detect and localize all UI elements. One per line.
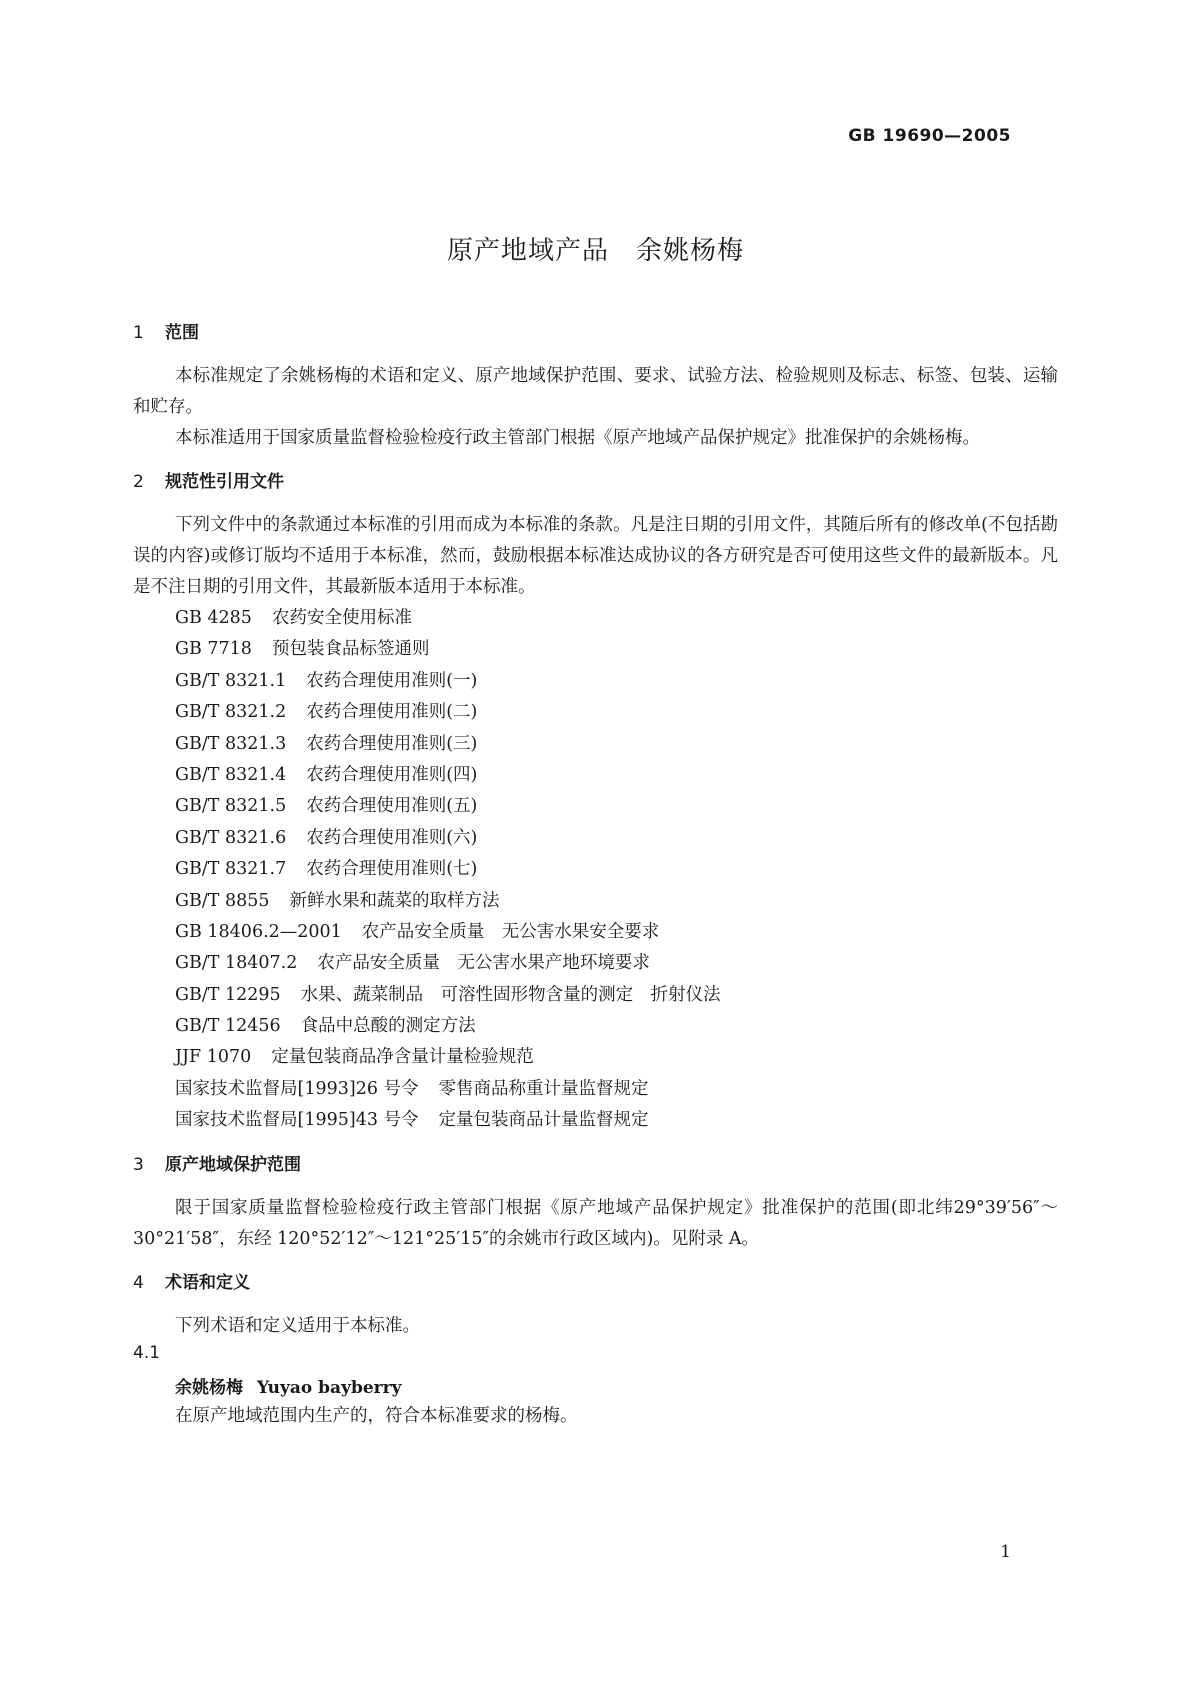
section-1-paragraph-1: 本标准规定了余姚杨梅的术语和定义、原产地域保护范围、要求、试验方法、检验规则及标志、标签、包装、运输和贮存。 — [133, 366, 1058, 417]
reference-code: GB/T 8321.7 — [175, 859, 287, 880]
section-4-heading — [133, 1272, 1058, 1294]
reference-title: 农产品安全质量 无公害水果产地环境要求 — [317, 953, 650, 974]
reference-title: 农药合理使用准则(一) — [306, 670, 478, 691]
reference-title: 农药安全使用标准 — [271, 608, 412, 628]
term-name-cn: 余姚杨梅 — [175, 1377, 243, 1398]
section-number: 2 — [133, 472, 144, 492]
reference-code: GB/T 8321.4 — [175, 764, 287, 785]
reference-item — [175, 603, 1058, 634]
reference-code: GB/T 8321.1 — [175, 670, 287, 691]
reference-code: GB/T 8855 — [175, 890, 270, 911]
reference-item — [175, 917, 1058, 948]
section-number: 3 — [133, 1154, 144, 1175]
reference-item — [175, 729, 1058, 760]
section-4-paragraph: 下列术语和定义适用于本标准。 — [175, 1315, 420, 1336]
reference-list — [133, 603, 1058, 1137]
reference-code: GB/T 8321.3 — [175, 733, 287, 754]
reference-title: 水果、蔬菜制品 可溶性固形物含量的测定 折射仪法 — [300, 984, 721, 1005]
section-title: 范围 — [165, 323, 199, 343]
standard-number: GB 19690—2005 — [848, 126, 1011, 146]
reference-item — [175, 634, 1058, 665]
reference-title: 定量包装商品净含量计量检验规范 — [271, 1047, 534, 1068]
reference-item — [175, 1105, 1058, 1136]
document-title: 原产地域产品 余姚杨梅 — [446, 236, 744, 266]
section-2-paragraph: 下列文件中的条款通过本标准的引用而成为本标准的条款。凡是注日期的引用文件，其随后所有的修改单(不包括勘误的内容)或修订版均不适用于本标准，然而，鼓励根据本标准达成协议的各方研究是否可使用这些文件的最新版本。凡是不注日期的引用文件，其最新版本适用于本标准。 — [133, 515, 1058, 597]
section-2-heading — [133, 471, 1058, 493]
reference-item — [175, 980, 1058, 1011]
reference-code: GB/T 8321.2 — [175, 702, 287, 723]
reference-code: GB/T 18407.2 — [175, 953, 298, 974]
reference-title: 农药合理使用准则(三) — [306, 733, 478, 754]
reference-code: GB/T 8321.5 — [175, 796, 287, 817]
section-1-heading — [133, 322, 1058, 344]
reference-title: 农产品安全质量 无公害水果安全要求 — [361, 921, 660, 942]
section-number: 1 — [133, 323, 144, 343]
reference-item — [175, 1011, 1058, 1042]
term-name — [133, 1375, 1058, 1401]
reference-title: 农药合理使用准则(二) — [306, 702, 478, 723]
reference-title: 农药合理使用准则(六) — [306, 827, 478, 848]
reference-title: 零售商品称重计量监督规定 — [438, 1078, 649, 1099]
reference-code: GB 4285 — [175, 608, 252, 628]
reference-code: GB/T 8321.6 — [175, 827, 287, 848]
reference-item — [175, 823, 1058, 854]
reference-title: 预包装食品标签通则 — [271, 639, 430, 660]
reference-code: 国家技术监督局[1993]26 号令 — [175, 1078, 419, 1099]
reference-title: 新鲜水果和蔬菜的取样方法 — [289, 890, 500, 911]
term-number: 4.1 — [133, 1342, 161, 1363]
reference-item — [175, 1074, 1058, 1105]
reference-title: 农药合理使用准则(四) — [306, 764, 478, 785]
reference-item — [175, 697, 1058, 728]
reference-item — [175, 886, 1058, 917]
page-number: 1 — [1000, 1542, 1011, 1562]
reference-code: 国家技术监督局[1995]43 号令 — [175, 1110, 419, 1131]
document-body — [133, 322, 1058, 1431]
reference-code: GB/T 12456 — [175, 1016, 281, 1037]
term-name-en: Yuyao bayberry — [257, 1377, 402, 1398]
reference-title: 农药合理使用准则(五) — [306, 796, 478, 817]
section-title: 原产地域保护范围 — [165, 1154, 301, 1175]
section-title: 术语和定义 — [165, 1272, 250, 1293]
reference-item — [175, 791, 1058, 822]
section-3-paragraph: 限于国家质量监督检验检疫行政主管部门根据《原产地域产品保护规定》批准保护的范围(即北纬29°39′56″～30°21′58″，东经 120°52′12″～121°25′15″的余姚市行政区域内)。见附录 A。 — [133, 1197, 1058, 1249]
reference-item — [175, 760, 1058, 791]
section-title: 规范性引用文件 — [165, 472, 284, 492]
section-1-paragraph-2: 本标准适用于国家质量监督检验检疫行政主管部门根据《原产地域产品保护规定》批准保护的余姚杨梅。 — [175, 428, 980, 448]
reference-item — [175, 666, 1058, 697]
reference-code: GB 18406.2—2001 — [175, 921, 342, 942]
reference-code: GB 7718 — [175, 639, 252, 660]
reference-code: JJF 1070 — [175, 1047, 252, 1068]
reference-title: 农药合理使用准则(七) — [306, 859, 478, 880]
reference-title: 定量包装商品计量监督规定 — [438, 1110, 649, 1131]
section-3-heading — [133, 1154, 1058, 1176]
reference-item — [175, 948, 1058, 979]
reference-item — [175, 1042, 1058, 1073]
reference-code: GB/T 12295 — [175, 984, 281, 1005]
section-number: 4 — [133, 1272, 144, 1293]
reference-item — [175, 854, 1058, 885]
term-definition: 在原产地域范围内生产的，符合本标准要求的杨梅。 — [175, 1405, 578, 1426]
reference-title: 食品中总酸的测定方法 — [300, 1016, 476, 1037]
